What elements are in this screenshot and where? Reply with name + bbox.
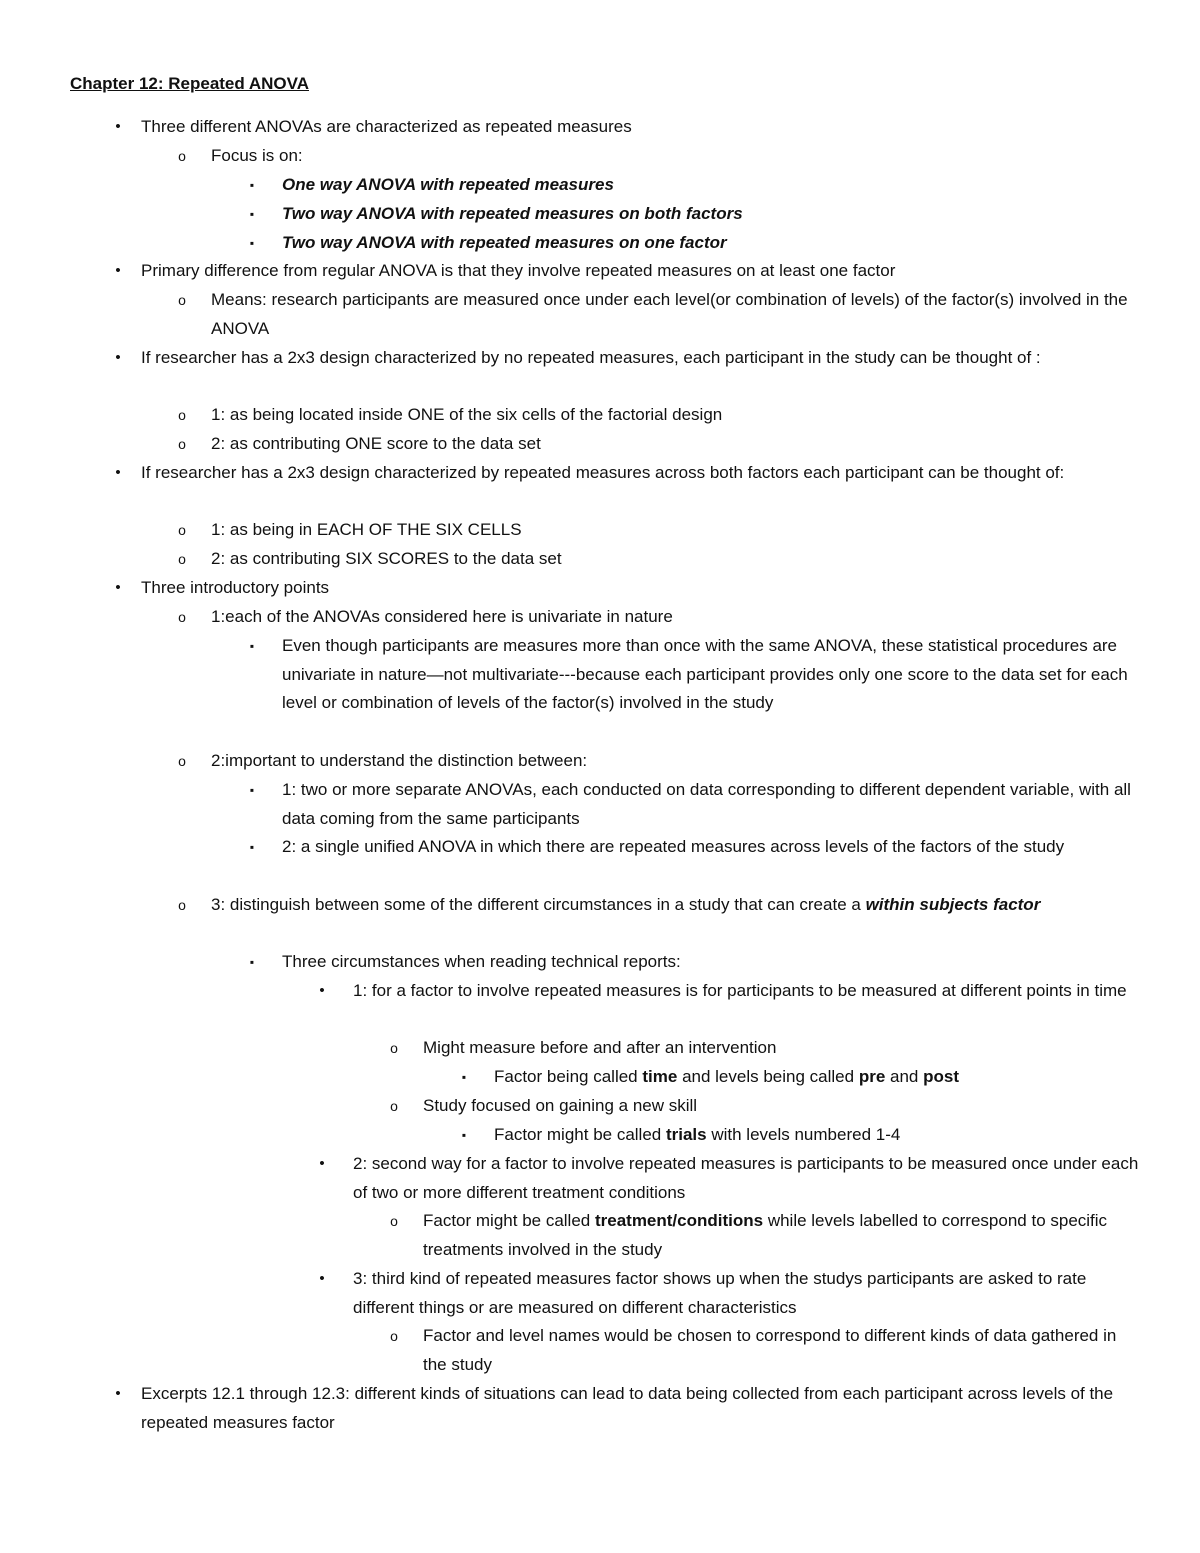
list-item-text: Two way ANOVA with repeated measures on both factors — [282, 204, 743, 223]
bullet-marker: ▪ — [461, 1128, 467, 1142]
bullet-marker: • — [319, 982, 325, 999]
list-item-text: Three circumstances when reading technical reports: — [282, 952, 681, 971]
list-item-text: Primary difference from regular ANOVA is that they involve repeated measures on at least one factor — [141, 261, 896, 280]
bullet-marker: ▪ — [249, 178, 255, 192]
list-item-text: 2: as contributing ONE score to the data set — [211, 434, 541, 453]
list-item-text: Focus is on: — [211, 146, 303, 165]
list-item-text — [494, 1121, 1144, 1150]
text-segment: Factor might be called — [423, 1211, 595, 1230]
bullet-marker: • — [115, 349, 121, 366]
bullet-marker: ▪ — [249, 955, 255, 969]
list-item-text: If researcher has a 2x3 design characterized by repeated measures across both factors each participant can be thought of: — [141, 463, 1065, 482]
list-item-text: 2: a single unified ANOVA in which there are repeated measures across levels of the factors of the study — [282, 837, 1065, 856]
text-segment: while levels labelled to correspond to specific treatments involved in the study — [423, 1211, 1108, 1259]
list-item-text — [423, 1207, 1143, 1264]
emphasis-term: pre — [858, 1067, 886, 1086]
bullet-marker: • — [115, 118, 121, 135]
bullet-marker: o — [178, 407, 186, 423]
page-title: Chapter 12: Repeated ANOVA — [70, 74, 309, 93]
bullet-marker: o — [390, 1098, 398, 1114]
bullet-marker: o — [178, 609, 186, 625]
bullet-marker: • — [115, 262, 121, 279]
list-item-text: Factor and level names would be chosen to correspond to different kinds of data gathered in the study — [423, 1326, 1117, 1374]
bullet-marker: o — [390, 1328, 398, 1344]
list-item-text: Excerpts 12.1 through 12.3: different kinds of situations can lead to data being collected from each participant across levels of the repeated measures factor — [141, 1384, 1114, 1432]
emphasis-term: treatment/conditions — [594, 1211, 764, 1230]
bullet-marker: ▪ — [249, 236, 255, 250]
list-item-text: Might measure before and after an intervention — [423, 1038, 777, 1057]
bullet-marker: ▪ — [249, 783, 255, 797]
emphasis-term: trials — [665, 1125, 707, 1144]
list-item-text — [211, 891, 1141, 920]
bullet-marker: o — [178, 551, 186, 567]
bullet-marker: • — [319, 1155, 325, 1172]
text-segment: with levels numbered 1-4 — [706, 1125, 901, 1144]
text-segment: Factor being called — [494, 1067, 643, 1086]
text-segment: Factor might be called — [494, 1125, 666, 1144]
bullet-marker: ▪ — [249, 207, 255, 221]
text-segment: 3: distinguish between some of the different circumstances in a study that can create a — [211, 895, 866, 914]
list-item-text — [494, 1063, 1144, 1092]
list-item-text: Even though participants are measures more than once with the same ANOVA, these statistical procedures are univariate in nature—not multivariate---because each participant provides only one score to the data set for each level or combination of levels of the factor(s) involved in the study — [282, 636, 1128, 713]
bullet-marker: o — [178, 148, 186, 164]
list-item-text: Three introductory points — [141, 578, 330, 597]
list-item-text: 3: third kind of repeated measures factor shows up when the studys participants are asked to rate different things or are measured on different characteristics — [353, 1269, 1087, 1317]
list-item-text: 1: as being in EACH OF THE SIX CELLS — [211, 520, 522, 539]
bullet-marker: ▪ — [249, 840, 255, 854]
list-item-text: 1: as being located inside ONE of the six cells of the factorial design — [211, 405, 723, 424]
list-item-text: Two way ANOVA with repeated measures on one factor — [282, 233, 727, 252]
bullet-marker: o — [178, 292, 186, 308]
bullet-marker: ▪ — [461, 1070, 467, 1084]
bullet-marker: o — [178, 522, 186, 538]
emphasis-term: post — [923, 1067, 959, 1086]
emphasis-term: time — [642, 1067, 678, 1086]
list-item-text: If researcher has a 2x3 design characterized by no repeated measures, each participant in the study can be thought of : — [141, 348, 1041, 367]
bullet-marker: o — [178, 897, 186, 913]
text-segment: and — [885, 1067, 924, 1086]
list-item-text: 2:important to understand the distinction between: — [211, 751, 588, 770]
bullet-marker: • — [319, 1270, 325, 1287]
bullet-marker: • — [115, 1385, 121, 1402]
bullet-marker: ▪ — [249, 639, 255, 653]
text-segment: and levels being called — [677, 1067, 859, 1086]
list-item-text: Means: research participants are measured once under each level(or combination of levels) of the factor(s) involved in the ANOVA — [211, 290, 1128, 338]
bullet-marker: • — [115, 464, 121, 481]
list-item-text: 2: as contributing SIX SCORES to the data set — [211, 549, 562, 568]
bullet-marker: o — [178, 753, 186, 769]
bullet-marker: o — [390, 1213, 398, 1229]
list-item-text: 1: two or more separate ANOVAs, each conducted on data corresponding to different dependent variable, with all data coming from the same participants — [282, 780, 1131, 828]
bullet-marker: o — [390, 1040, 398, 1056]
bullet-marker: o — [178, 436, 186, 452]
list-item-text: 1: for a factor to involve repeated measures is for participants to be measured at different points in time — [353, 981, 1127, 1000]
bullet-marker: • — [115, 579, 121, 596]
emphasis-term: within subjects factor — [865, 895, 1041, 914]
list-item-text: 2: second way for a factor to involve repeated measures is participants to be measured once under each of two or more different treatment conditions — [353, 1154, 1139, 1202]
list-item-text: One way ANOVA with repeated measures — [282, 175, 614, 194]
list-item-text: Three different ANOVAs are characterized as repeated measures — [141, 117, 632, 136]
list-item-text: 1:each of the ANOVAs considered here is univariate in nature — [211, 607, 673, 626]
list-item-text: Study focused on gaining a new skill — [423, 1096, 698, 1115]
